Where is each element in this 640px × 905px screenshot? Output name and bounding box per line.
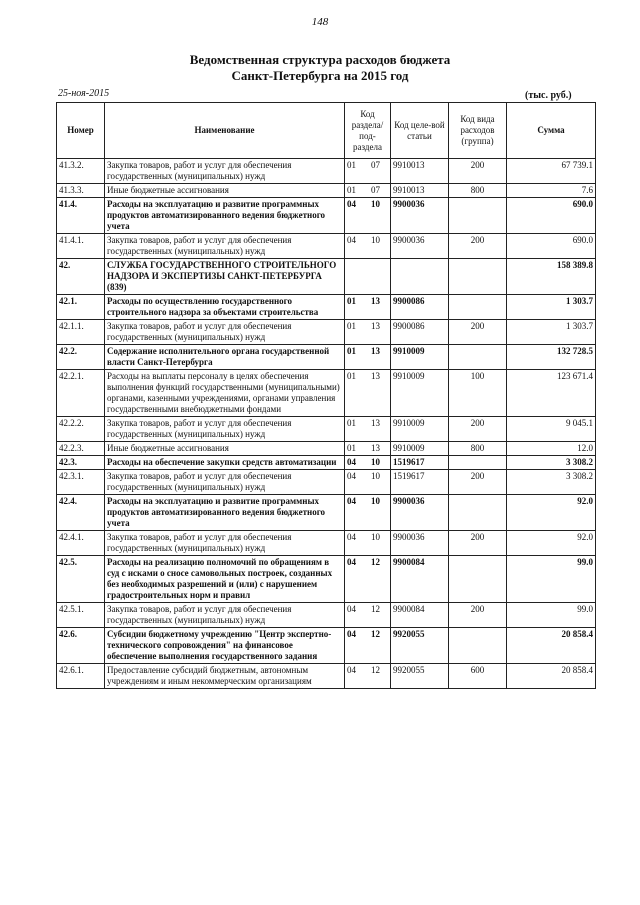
row-section: 01 bbox=[347, 371, 356, 381]
row-expense-type bbox=[449, 259, 507, 295]
row-section-code bbox=[345, 442, 391, 456]
row-sum: 690.0 bbox=[507, 234, 596, 259]
row-number: 42.4. bbox=[57, 495, 105, 531]
document-title bbox=[0, 52, 640, 84]
row-subsection: 10 bbox=[371, 199, 380, 209]
row-target-code: 9900086 bbox=[391, 320, 449, 345]
row-sum: 92.0 bbox=[507, 495, 596, 531]
row-sum: 99.0 bbox=[507, 556, 596, 603]
row-name: Закупка товаров, работ и услуг для обеспечения государственных (муниципальных) нужд bbox=[105, 531, 345, 556]
table-row bbox=[57, 495, 596, 531]
row-section: 04 bbox=[347, 496, 356, 506]
row-number: 42.3.1. bbox=[57, 470, 105, 495]
units-label: (тыс. руб.) bbox=[525, 90, 572, 101]
row-subsection: 13 bbox=[371, 296, 380, 306]
row-number: 42.1. bbox=[57, 295, 105, 320]
row-number: 41.3.3. bbox=[57, 184, 105, 198]
row-subsection: 12 bbox=[371, 629, 380, 639]
row-subsection: 12 bbox=[371, 604, 380, 614]
table-row bbox=[57, 234, 596, 259]
row-expense-type: 200 bbox=[449, 470, 507, 495]
row-sum: 123 671.4 bbox=[507, 370, 596, 417]
table-row bbox=[57, 603, 596, 628]
row-subsection: 10 bbox=[371, 235, 380, 245]
row-number: 42.6.1. bbox=[57, 664, 105, 689]
row-number: 42.6. bbox=[57, 628, 105, 664]
row-section: 01 bbox=[347, 296, 356, 306]
row-name: Расходы на реализацию полномочий по обращениям в суд с исками о сносе самовольных построек, созданных без необходимых разрешений и (или) с нарушением градостроительных норм и правил bbox=[105, 556, 345, 603]
row-subsection: 10 bbox=[371, 471, 380, 481]
row-name: Расходы на эксплуатацию и развитие программных продуктов автоматизированного ведения бюджетного учета bbox=[105, 198, 345, 234]
header-section-code: Код раздела/ под-раздела bbox=[345, 103, 391, 159]
row-section: 04 bbox=[347, 199, 356, 209]
table-row bbox=[57, 531, 596, 556]
row-expense-type: 200 bbox=[449, 320, 507, 345]
row-name: Предоставление субсидий бюджетным, автономным учреждениям и иным некоммерческим организациям bbox=[105, 664, 345, 689]
row-section: 04 bbox=[347, 665, 356, 675]
row-name: Закупка товаров, работ и услуг для обеспечения государственных (муниципальных) нужд bbox=[105, 470, 345, 495]
row-subsection: 10 bbox=[371, 496, 380, 506]
row-section-code bbox=[345, 556, 391, 603]
row-subsection: 13 bbox=[371, 321, 380, 331]
row-section-code bbox=[345, 259, 391, 295]
row-subsection: 13 bbox=[371, 346, 380, 356]
row-name: Расходы на выплаты персоналу в целях обеспечения выполнения функций государственными (муниципальными) органами, казенными учреждениями, органами управления государственными внебюджетными фондами bbox=[105, 370, 345, 417]
row-sum: 12.0 bbox=[507, 442, 596, 456]
row-target-code: 9910009 bbox=[391, 417, 449, 442]
budget-table bbox=[56, 102, 596, 689]
table-row bbox=[57, 442, 596, 456]
row-section-code bbox=[345, 370, 391, 417]
row-target-code: 9910009 bbox=[391, 370, 449, 417]
row-section-code bbox=[345, 417, 391, 442]
row-section-code bbox=[345, 628, 391, 664]
row-sum: 158 389.8 bbox=[507, 259, 596, 295]
row-sum: 132 728.5 bbox=[507, 345, 596, 370]
row-name: Иные бюджетные ассигнования bbox=[105, 184, 345, 198]
row-sum: 1 303.7 bbox=[507, 295, 596, 320]
header-name: Наименование bbox=[105, 103, 345, 159]
row-section-code bbox=[345, 531, 391, 556]
row-section-code bbox=[345, 345, 391, 370]
row-section-code bbox=[345, 664, 391, 689]
row-section-code bbox=[345, 295, 391, 320]
row-subsection: 13 bbox=[371, 371, 380, 381]
row-expense-type bbox=[449, 556, 507, 603]
row-expense-type: 200 bbox=[449, 159, 507, 184]
header-sum: Сумма bbox=[507, 103, 596, 159]
row-name: Закупка товаров, работ и услуг для обеспечения государственных (муниципальных) нужд bbox=[105, 417, 345, 442]
document-date: 25-ноя-2015 bbox=[58, 88, 110, 99]
row-name: Содержание исполнительного органа государственной власти Санкт-Петербурга bbox=[105, 345, 345, 370]
row-sum: 92.0 bbox=[507, 531, 596, 556]
row-name: Расходы на эксплуатацию и развитие программных продуктов автоматизированного ведения бюджетного учета bbox=[105, 495, 345, 531]
row-target-code: 9910009 bbox=[391, 442, 449, 456]
table-row bbox=[57, 159, 596, 184]
row-name: Закупка товаров, работ и услуг для обеспечения государственных (муниципальных) нужд bbox=[105, 320, 345, 345]
header-expense-type: Код вида расходов (группа) bbox=[449, 103, 507, 159]
row-number: 42.3. bbox=[57, 456, 105, 470]
row-section: 04 bbox=[347, 532, 356, 542]
row-section: 01 bbox=[347, 418, 356, 428]
row-section-code bbox=[345, 320, 391, 345]
row-expense-type bbox=[449, 345, 507, 370]
row-subsection: 10 bbox=[371, 532, 380, 542]
row-target-code: 9900084 bbox=[391, 556, 449, 603]
row-sum: 67 739.1 bbox=[507, 159, 596, 184]
table-row bbox=[57, 345, 596, 370]
row-expense-type bbox=[449, 495, 507, 531]
row-section-code bbox=[345, 470, 391, 495]
row-sum: 1 303.7 bbox=[507, 320, 596, 345]
row-expense-type: 600 bbox=[449, 664, 507, 689]
row-expense-type: 200 bbox=[449, 417, 507, 442]
row-subsection: 13 bbox=[371, 443, 380, 453]
row-target-code: 9900036 bbox=[391, 495, 449, 531]
row-name: Расходы на обеспечение закупки средств автоматизации bbox=[105, 456, 345, 470]
row-number: 42.2.1. bbox=[57, 370, 105, 417]
table-row bbox=[57, 417, 596, 442]
table-row bbox=[57, 184, 596, 198]
row-number: 42.5. bbox=[57, 556, 105, 603]
row-section-code bbox=[345, 603, 391, 628]
row-expense-type bbox=[449, 456, 507, 470]
row-name: СЛУЖБА ГОСУДАРСТВЕННОГО СТРОИТЕЛЬНОГО НАДЗОРА И ЭКСПЕРТИЗЫ САНКТ-ПЕТЕРБУРГА (839) bbox=[105, 259, 345, 295]
page-number: 148 bbox=[311, 16, 329, 28]
row-target-code: 9900036 bbox=[391, 531, 449, 556]
row-section-code bbox=[345, 184, 391, 198]
row-expense-type: 200 bbox=[449, 603, 507, 628]
row-number: 41.4.1. bbox=[57, 234, 105, 259]
row-section: 01 bbox=[347, 160, 356, 170]
row-expense-type: 800 bbox=[449, 442, 507, 456]
row-expense-type bbox=[449, 295, 507, 320]
row-target-code bbox=[391, 259, 449, 295]
row-expense-type bbox=[449, 198, 507, 234]
row-subsection: 07 bbox=[371, 160, 380, 170]
row-target-code: 9920055 bbox=[391, 664, 449, 689]
title-line-2: Санкт-Петербурга на 2015 год bbox=[231, 68, 409, 83]
row-target-code: 9920055 bbox=[391, 628, 449, 664]
row-name: Закупка товаров, работ и услуг для обеспечения государственных (муниципальных) нужд bbox=[105, 159, 345, 184]
table-row bbox=[57, 556, 596, 603]
table-row bbox=[57, 628, 596, 664]
row-number: 42.5.1. bbox=[57, 603, 105, 628]
row-number: 42.2.2. bbox=[57, 417, 105, 442]
row-subsection: 12 bbox=[371, 557, 380, 567]
row-section: 01 bbox=[347, 321, 356, 331]
row-expense-type: 100 bbox=[449, 370, 507, 417]
table-row bbox=[57, 320, 596, 345]
row-number: 42. bbox=[57, 259, 105, 295]
row-section: 04 bbox=[347, 471, 356, 481]
row-name: Субсидии бюджетному учреждению "Центр экспертно-технического сопровождения" на финансовое обеспечение выполнения государственного задания bbox=[105, 628, 345, 664]
row-sum: 99.0 bbox=[507, 603, 596, 628]
row-expense-type bbox=[449, 628, 507, 664]
row-section-code bbox=[345, 456, 391, 470]
row-name: Закупка товаров, работ и услуг для обеспечения государственных (муниципальных) нужд bbox=[105, 234, 345, 259]
row-number: 42.1.1. bbox=[57, 320, 105, 345]
row-subsection: 07 bbox=[371, 185, 380, 195]
row-section: 04 bbox=[347, 457, 356, 467]
row-section: 01 bbox=[347, 346, 356, 356]
table-row bbox=[57, 295, 596, 320]
row-section: 04 bbox=[347, 557, 356, 567]
row-sum: 690.0 bbox=[507, 198, 596, 234]
row-target-code: 1519617 bbox=[391, 470, 449, 495]
row-subsection: 13 bbox=[371, 418, 380, 428]
row-expense-type: 200 bbox=[449, 531, 507, 556]
row-sum: 7.6 bbox=[507, 184, 596, 198]
row-name: Иные бюджетные ассигнования bbox=[105, 442, 345, 456]
row-target-code: 9910013 bbox=[391, 159, 449, 184]
row-number: 42.2.3. bbox=[57, 442, 105, 456]
row-number: 41.4. bbox=[57, 198, 105, 234]
row-expense-type: 800 bbox=[449, 184, 507, 198]
row-name: Закупка товаров, работ и услуг для обеспечения государственных (муниципальных) нужд bbox=[105, 603, 345, 628]
row-sum: 20 858.4 bbox=[507, 664, 596, 689]
row-sum: 9 045.1 bbox=[507, 417, 596, 442]
header-number: Номер bbox=[57, 103, 105, 159]
row-section: 04 bbox=[347, 604, 356, 614]
title-line-1: Ведомственная структура расходов бюджета bbox=[189, 52, 451, 67]
row-sum: 3 308.2 bbox=[507, 470, 596, 495]
row-target-code: 9910013 bbox=[391, 184, 449, 198]
row-section-code bbox=[345, 198, 391, 234]
row-sum: 20 858.4 bbox=[507, 628, 596, 664]
table-row bbox=[57, 470, 596, 495]
row-expense-type: 200 bbox=[449, 234, 507, 259]
row-target-code: 1519617 bbox=[391, 456, 449, 470]
row-section: 04 bbox=[347, 629, 356, 639]
row-target-code: 9910009 bbox=[391, 345, 449, 370]
row-target-code: 9900036 bbox=[391, 198, 449, 234]
row-target-code: 9900084 bbox=[391, 603, 449, 628]
table-row bbox=[57, 259, 596, 295]
row-subsection: 10 bbox=[371, 457, 380, 467]
row-subsection: 12 bbox=[371, 665, 380, 675]
row-number: 42.2. bbox=[57, 345, 105, 370]
row-section: 04 bbox=[347, 235, 356, 245]
table-row bbox=[57, 664, 596, 689]
row-section-code bbox=[345, 495, 391, 531]
row-target-code: 9900036 bbox=[391, 234, 449, 259]
header-target-code: Код целе-вой статьи bbox=[391, 103, 449, 159]
table-row bbox=[57, 198, 596, 234]
row-name: Расходы по осуществлению государственного строительного надзора за объектами строительства bbox=[105, 295, 345, 320]
row-sum: 3 308.2 bbox=[507, 456, 596, 470]
table-row bbox=[57, 456, 596, 470]
row-target-code: 9900086 bbox=[391, 295, 449, 320]
table-row bbox=[57, 370, 596, 417]
row-section: 01 bbox=[347, 185, 356, 195]
row-section-code bbox=[345, 159, 391, 184]
row-number: 42.4.1. bbox=[57, 531, 105, 556]
row-number: 41.3.2. bbox=[57, 159, 105, 184]
row-section-code bbox=[345, 234, 391, 259]
row-section: 01 bbox=[347, 443, 356, 453]
